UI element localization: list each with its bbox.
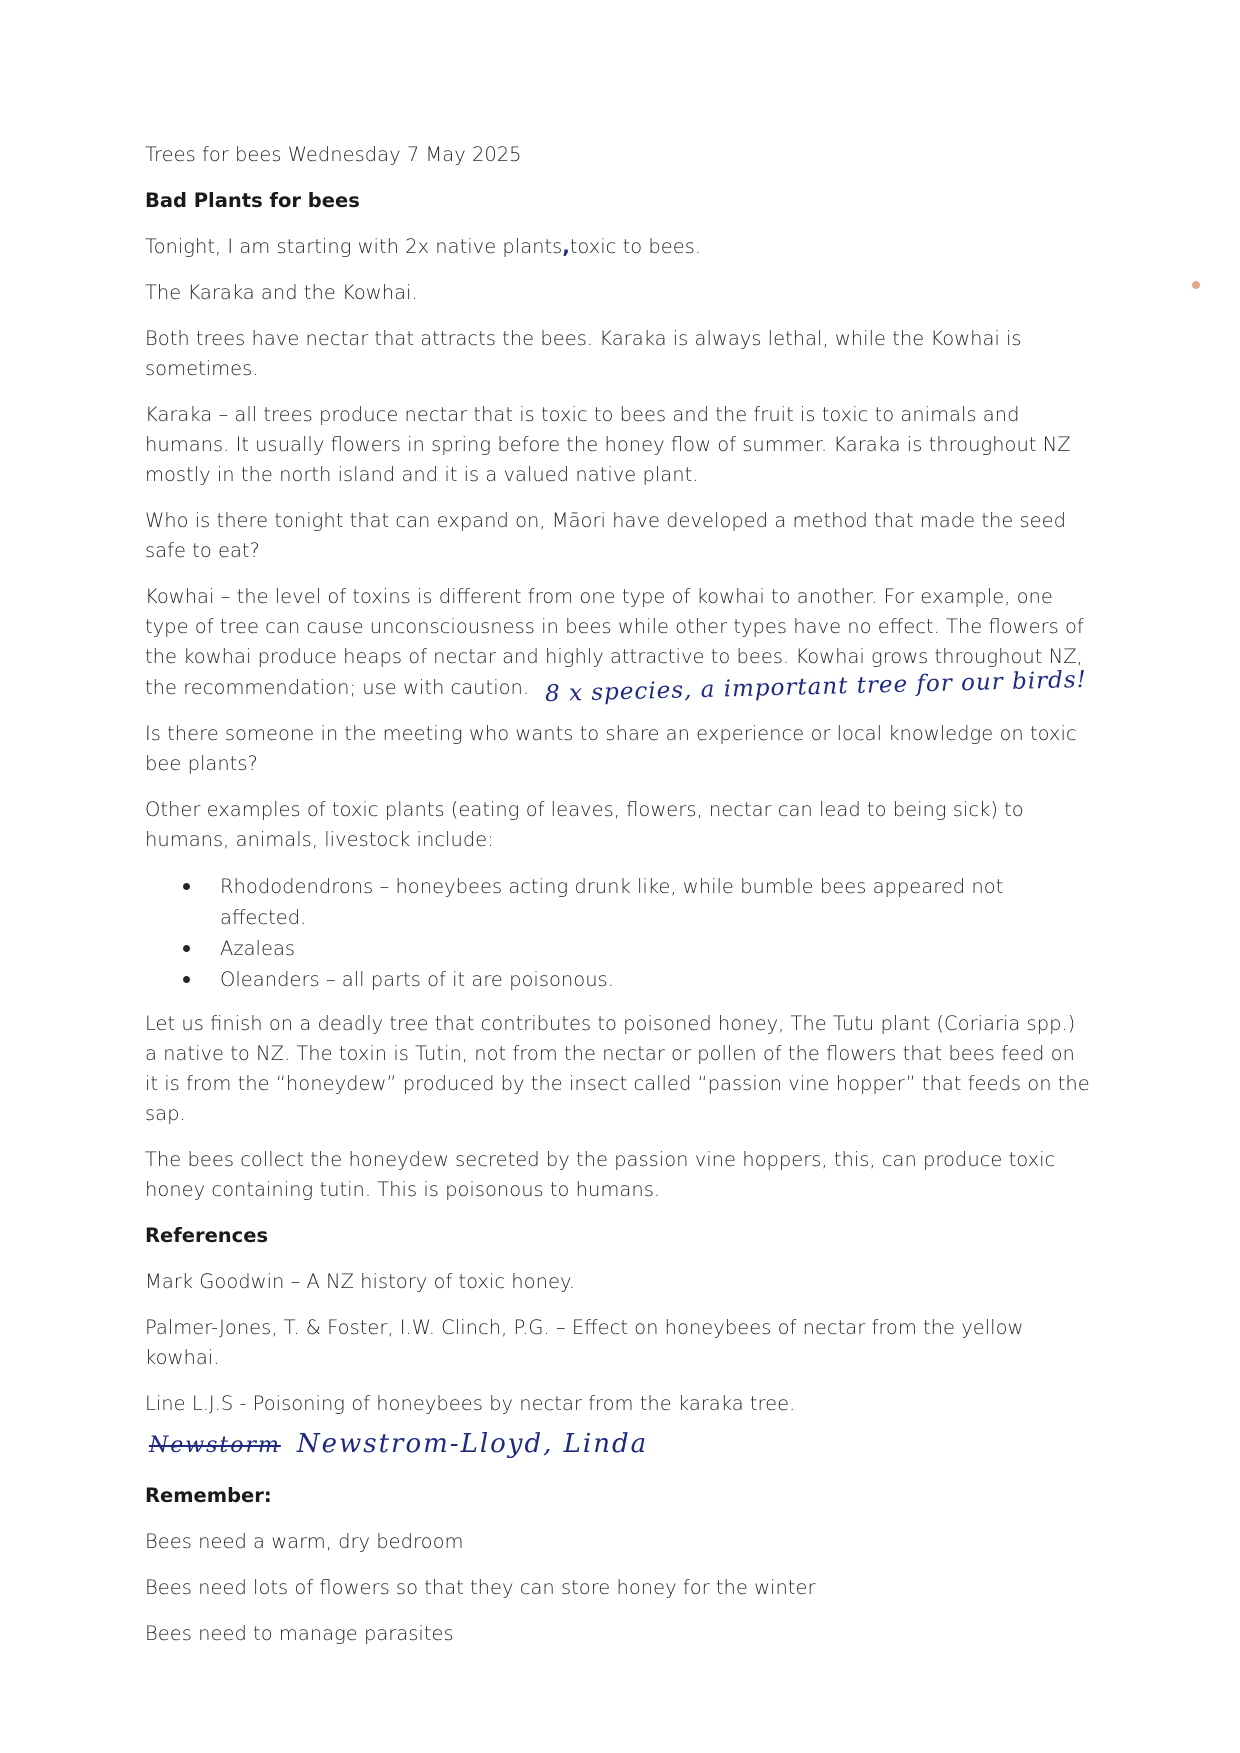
document-title: Trees for bees Wednesday 7 May 2025 (145, 143, 522, 166)
paragraph-kowhai (145, 582, 1090, 708)
reference-item: Line L.J.S - Poisoning of honeybees by nectar from the karaka tree. (145, 1392, 796, 1415)
list-item: Rhododendrons – honeybees acting drunk like, while bumble bees appeared not affected. (220, 871, 1090, 933)
reference-item: Palmer-Jones, T. & Foster, I.W. Clinch, P.G. – Effect on honeybees of nectar from the yellow kowhai. (145, 1316, 1024, 1369)
remember-heading: Remember: (145, 1484, 272, 1507)
handwritten-reference (149, 1429, 1090, 1461)
document-page (145, 140, 1090, 1665)
handwritten-note-species: 8 x species, a important tree for our birds! (544, 666, 1088, 708)
paragraph-intro-text-b: toxic to bees. (569, 235, 702, 258)
paragraph-intro-text-a: Tonight, I am starting with 2x native plants (145, 235, 563, 258)
reference-item: Mark Goodwin – A NZ history of toxic honey. (145, 1270, 575, 1293)
handwritten-author-name: Newstrom-Lloyd, Linda (296, 1429, 649, 1459)
handwritten-struck-word: Newstorm (149, 1433, 281, 1458)
remember-item: Bees need to manage parasites (145, 1622, 454, 1645)
paragraph-karaka: Karaka – all trees produce nectar that is toxic to bees and the fruit is toxic to animals and humans. It usually flowers in spring before the honey flow of summer. Karaka is throughout NZ mostly in the north island and it is a valued native plant. (145, 403, 1071, 486)
paragraph-question-maori: Who is there tonight that can expand on, Māori have developed a method that made the seed safe to eat? (145, 509, 1067, 562)
list-item: Oleanders – all parts of it are poisonous. (220, 964, 1090, 995)
list-item: Azaleas (220, 933, 1090, 964)
handwritten-comma: , (562, 235, 570, 258)
remember-item: Bees need a warm, dry bedroom (145, 1530, 464, 1553)
section-heading: Bad Plants for bees (145, 189, 360, 212)
paragraph-nectar: Both trees have nectar that attracts the bees. Karaka is always lethal, while the Kowhai is sometimes. (145, 327, 1022, 380)
paragraph-question-experience: Is there someone in the meeting who wants to share an experience or local knowledge on toxic bee plants? (145, 722, 1077, 775)
paragraph-tutu: Let us finish on a deadly tree that contributes to poisoned honey, The Tutu plant (Coriaria spp.) a native to NZ. The toxin is Tutin, not from the nectar or pollen of the flowers that bees feed on it is from the “honeydew” produced by the insect called “passion vine hopper” that feeds on the sap. (145, 1012, 1090, 1125)
paragraph-trees: The Karaka and the Kowhai. (145, 281, 418, 304)
paragraph-intro (145, 232, 1090, 262)
references-heading: References (145, 1224, 269, 1247)
paragraph-kowhai-text: Kowhai – the level of toxins is different from one type of kowhai to another. For example, one type of tree can cause unconsciousness in bees while other types have no effect. The flowers of the kowhai produce heaps of nectar and highly attractive to bees. Kowhai grows throughout NZ, the recommendation; use with caution. (145, 585, 1084, 699)
paragraph-honeydew: The bees collect the honeydew secreted by the passion vine hoppers, this, can produce toxic honey containing tutin. This is poisonous to humans. (145, 1148, 1056, 1201)
toxic-plants-list (145, 871, 1090, 995)
paragraph-other-examples: Other examples of toxic plants (eating of leaves, flowers, nectar can lead to being sick) to humans, animals, livestock include: (145, 798, 1024, 851)
remember-item: Bees need lots of flowers so that they can store honey for the winter (145, 1576, 816, 1599)
stain-dot (1192, 281, 1200, 289)
